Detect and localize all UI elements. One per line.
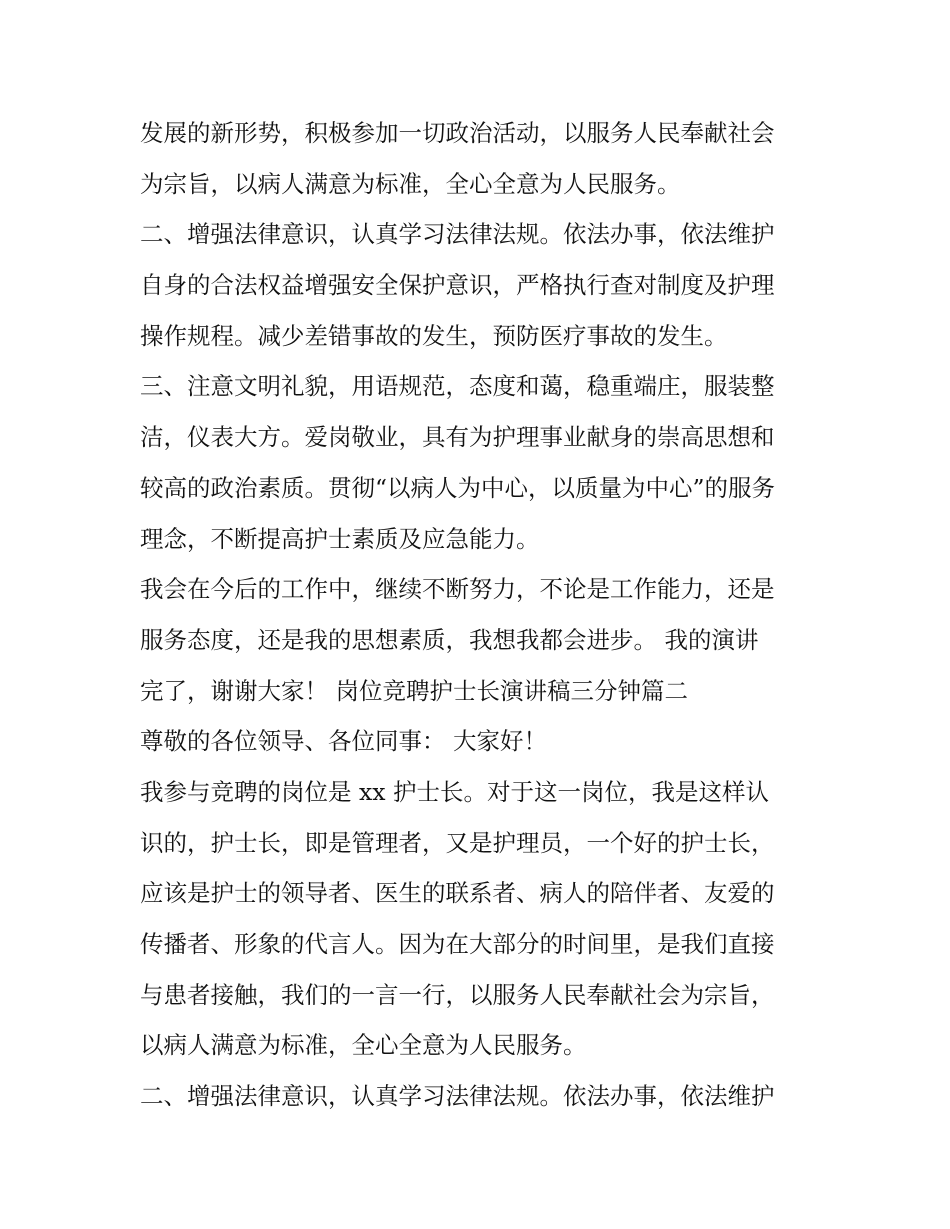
text-line: 我参与竞聘的岗位是 xx 护士长。对于这一岗位，我是这样认 (140, 777, 769, 806)
text-line: 完了，谢谢大家！ 岗位竞聘护士长演讲稿三分钟篇二 (140, 676, 688, 705)
text-line: 传播者、形象的代言人。因为在大部分的时间里，是我们直接 (140, 930, 775, 958)
text-line: 理念，不断提高护士素质及应急能力。 (140, 524, 540, 553)
text-line: 三、注意文明礼貌，用语规范，态度和蔼，稳重端庄，服装整 (140, 372, 775, 401)
document-body (140, 108, 820, 1122)
text-line: 操作规程。减少差错事故的发生，预防医疗事故的发生。 (140, 321, 728, 350)
text-line: 我会在今后的工作中，继续不断努力，不论是工作能力，还是 (140, 575, 775, 604)
text-line: 以病人满意为标准，全心全意为人民服务。 (140, 1031, 587, 1060)
text-line: 二、增强法律意识，认真学习法律法规。依法办事，依法维护 (140, 220, 775, 249)
text-line: 应该是护士的领导者、医生的联系者、病人的陪伴者、友爱的 (140, 879, 775, 908)
text-line: 洁，仪表大方。爱岗敬业，具有为护理事业献身的崇高思想和 (140, 423, 775, 452)
text-line: 尊敬的各位领导、各位同事： 大家好！ (140, 727, 547, 756)
text-line: 为宗旨，以病人满意为标准，全心全意为人民服务。 (140, 169, 681, 198)
text-line: 较高的政治素质。贯彻“以病人为中心，以质量为中心”的服务 (140, 473, 776, 502)
text-line: 发展的新形势，积极参加一切政治活动，以服务人民奉献社会 (140, 119, 775, 147)
text-line: 与患者接触，我们的一言一行，以服务人民奉献社会为宗旨， (140, 980, 775, 1009)
text-line: 二、增强法律意识，认真学习法律法规。依法办事，依法维护 (140, 1082, 775, 1111)
text-line: 识的，护士长，即是管理者，又是护理员，一个好的护士长， (140, 828, 775, 857)
text-line: 自身的合法权益增强安全保护意识，严格执行查对制度及护理 (140, 271, 775, 300)
text-line: 服务态度，还是我的思想素质，我想我都会进步。 我的演讲 (140, 625, 759, 654)
